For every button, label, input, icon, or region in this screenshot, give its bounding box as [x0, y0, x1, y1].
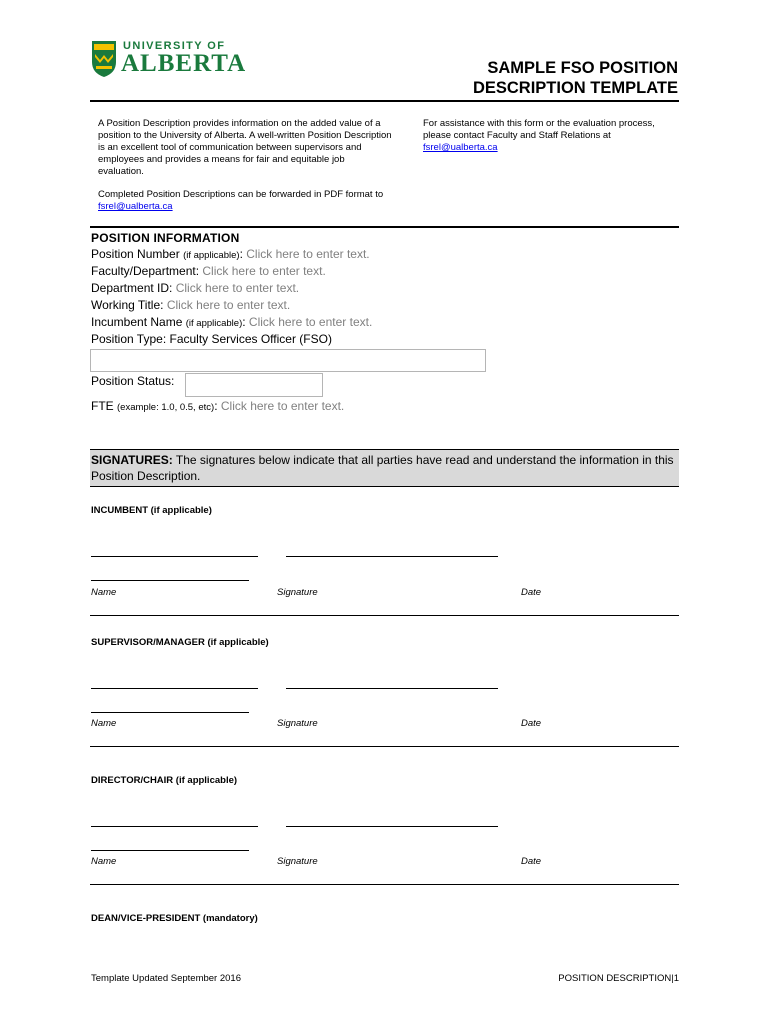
date-caption: Date — [521, 587, 542, 598]
intro-description: A Position Description provides information on the added value of a position to the University of Alberta. A well-written Position Description is an excellent tool of communication between supervisors and employees and provides a means for fair and equitable job evaluation. — [98, 118, 392, 177]
role-director: DIRECTOR/CHAIR (if applicable) — [91, 775, 238, 786]
position-status-select[interactable] — [185, 373, 323, 397]
fte-row: FTE (example: 1.0, 0.5, etc): Click here to enter text. — [91, 399, 345, 413]
position-number-row: Position Number (if applicable): Click here to enter text. — [91, 247, 370, 261]
divider — [90, 746, 679, 747]
position-rule — [90, 226, 679, 228]
intro-right — [423, 118, 683, 154]
role-incumbent: INCUMBENT (if applicable) — [91, 505, 212, 516]
title-line-2: DESCRIPTION TEMPLATE — [472, 79, 678, 97]
signature-line-incumbent[interactable] — [286, 556, 498, 557]
intro-left — [98, 118, 393, 178]
signature-line-supervisor[interactable] — [286, 688, 498, 689]
logo-alberta: ALBERTA — [121, 50, 247, 77]
name-line-incumbent[interactable] — [91, 556, 258, 557]
title-line-1: SAMPLE FSO POSITION — [487, 59, 678, 77]
date-caption: Date — [521, 718, 542, 729]
incumbent-name-input[interactable]: Click here to enter text. — [248, 315, 373, 329]
position-info-heading: POSITION INFORMATION — [91, 231, 240, 245]
date-line-supervisor[interactable] — [91, 712, 249, 713]
forward-text: Completed Position Descriptions can be forwarded in PDF format to — [98, 189, 384, 200]
footer-left: Template Updated September 2016 — [91, 973, 241, 984]
position-number-label: Position Number — [91, 247, 180, 261]
name-caption: Name — [91, 587, 117, 598]
faculty-label: Faculty/Department: — [91, 264, 200, 278]
divider — [90, 615, 679, 616]
date-caption: Date — [521, 856, 542, 867]
name-caption: Name — [91, 856, 117, 867]
position-status-label: Position Status: — [91, 374, 175, 388]
page-title — [378, 58, 678, 98]
logo-university-of: UNIVERSITY OF — [123, 40, 226, 52]
crest-icon — [91, 40, 117, 78]
department-id-row — [91, 280, 299, 297]
footer-page-number: POSITION DESCRIPTION|1 — [558, 973, 679, 984]
signatures-banner — [90, 449, 679, 487]
working-title-row — [91, 297, 290, 314]
signature-caption: Signature — [277, 856, 318, 867]
date-line-incumbent[interactable] — [91, 580, 249, 581]
fte-label: FTE — [91, 399, 114, 413]
fte-note: (example: 1.0, 0.5, etc) — [117, 402, 215, 413]
working-title-input[interactable]: Click here to enter text. — [166, 298, 291, 312]
header-rule — [90, 100, 679, 102]
signatures-heading: SIGNATURES: — [91, 453, 173, 467]
position-number-input[interactable]: Click here to enter text. — [246, 247, 370, 261]
incumbent-name-label: Incumbent Name — [91, 315, 183, 329]
divider — [90, 884, 679, 885]
incumbent-name-row: Incumbent Name (if applicable): Click here to enter text. — [91, 315, 373, 329]
incumbent-name-note: (if applicable) — [185, 318, 243, 329]
position-number-note: (if applicable) — [183, 250, 240, 261]
department-id-input[interactable]: Click here to enter text. — [175, 281, 300, 295]
faculty-input[interactable]: Click here to enter text. — [202, 264, 326, 278]
role-supervisor: SUPERVISOR/MANAGER (if applicable) — [91, 637, 269, 648]
name-line-director[interactable] — [91, 826, 258, 827]
forward-email-link[interactable]: fsrel@ualberta.ca — [98, 201, 173, 212]
working-title-label: Working Title: — [91, 298, 164, 312]
signature-caption: Signature — [277, 587, 318, 598]
name-line-supervisor[interactable] — [91, 688, 258, 689]
fsrel-email-link[interactable]: fsrel@ualberta.ca — [423, 142, 498, 153]
department-id-label: Department ID: — [91, 281, 173, 295]
intro-assistance: For assistance with this form or the evaluation process, please contact Faculty and Staff Relations at — [423, 118, 655, 141]
faculty-row — [91, 263, 326, 280]
intro-forward — [98, 189, 398, 213]
date-line-director[interactable] — [91, 850, 249, 851]
signatures-text: The signatures below indicate that all parties have read and understand the information in this Position Description. — [91, 453, 674, 483]
fte-input[interactable]: Click here to enter text. — [220, 399, 345, 413]
university-logo — [91, 40, 251, 80]
signature-line-director[interactable] — [286, 826, 498, 827]
position-type-label: Position Type: Faculty Services Officer (FSO) — [91, 332, 332, 346]
role-dean: DEAN/VICE-PRESIDENT (mandatory) — [91, 913, 258, 924]
signature-caption: Signature — [277, 718, 318, 729]
position-type-input[interactable] — [90, 349, 486, 372]
name-caption: Name — [91, 718, 117, 729]
